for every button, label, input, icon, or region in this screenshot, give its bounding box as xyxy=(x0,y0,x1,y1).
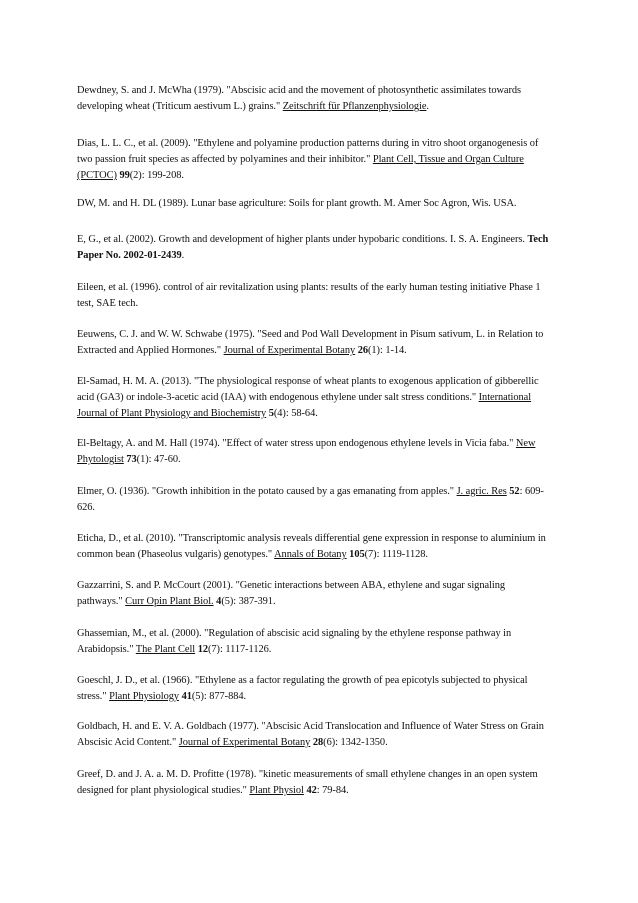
ref-details: (6): 1342-1350. xyxy=(323,737,388,748)
ref-details: (5): 877-884. xyxy=(191,691,247,702)
ref-authors: Ghassemian, M., et al. (2000). xyxy=(77,628,202,639)
reference-entry xyxy=(77,719,549,751)
ref-title: "kinetic measurements of small ethylene changes in an open system designed for plant physiological studies." xyxy=(77,769,538,796)
ref-volume: 99 xyxy=(119,170,130,181)
ref-journal: International Journal of Plant Physiology and Biochemistry xyxy=(77,392,532,419)
ref-volume: 41 xyxy=(181,691,192,702)
ref-title: Lunar base agriculture: Soils for plant growth. M. Amer Soc Agron, Wis. USA. xyxy=(191,198,517,209)
ref-volume: Tech Paper No. 2002-01-2439 xyxy=(77,234,549,261)
ref-journal: Curr Opin Plant Biol. xyxy=(125,596,214,607)
ref-title: Growth and development of higher plants under hypobaric conditions. I. S. A. Engineers. xyxy=(158,234,525,245)
ref-authors: Dias, L. L. C., et al. (2009). xyxy=(77,138,191,149)
ref-details: (1): 1-14. xyxy=(367,345,407,356)
ref-volume: 105 xyxy=(349,549,365,560)
ref-details: (4): 58-64. xyxy=(273,408,318,419)
ref-journal: The Plant Cell xyxy=(135,644,196,655)
reference-entry xyxy=(77,327,549,359)
ref-volume: 73 xyxy=(126,454,137,465)
ref-volume: 5 xyxy=(268,408,274,419)
ref-title: "Regulation of abscisic acid signaling by the ethylene response pathway in Arabidopsis." xyxy=(77,628,512,655)
ref-title: "Ethylene and polyamine production patterns during in vitro shoot organogenesis of two passion fruit species as affected by polyamines and their inhibitor." xyxy=(77,138,539,165)
reference-entry xyxy=(77,626,549,658)
ref-details: . xyxy=(181,250,185,261)
ref-volume: 52 xyxy=(509,486,520,497)
ref-title: "Genetic interactions between ABA, ethylene and sugar signaling pathways." xyxy=(77,580,505,607)
ref-authors: Dewdney, S. and J. McWha (1979). xyxy=(77,85,224,96)
ref-authors: DW, M. and H. DL (1989). xyxy=(77,198,189,209)
ref-authors: Goeschl, J. D., et al. (1966). xyxy=(77,675,193,686)
reference-entry xyxy=(77,767,549,799)
reference-entry xyxy=(77,232,549,264)
ref-authors: Eeuwens, C. J. and W. W. Schwabe (1975). xyxy=(77,329,255,340)
reference-entry xyxy=(77,374,549,422)
ref-authors: Gazzarrini, S. and P. McCourt (2001). xyxy=(77,580,233,591)
ref-title: "Effect of water stress upon endogenous ethylene levels in Vicia faba." xyxy=(222,438,514,449)
ref-journal: Plant Physiology xyxy=(109,691,180,702)
reference-entry xyxy=(77,280,549,312)
ref-details: (7): 1119-1128. xyxy=(364,549,428,560)
ref-authors: El-Beltagy, A. and M. Hall (1974). xyxy=(77,438,220,449)
ref-title: "Growth inhibition in the potato caused by a gas emanating from apples." xyxy=(151,486,454,497)
ref-details: : 609-626. xyxy=(77,486,544,513)
ref-volume: 28 xyxy=(312,737,324,748)
ref-authors: Goldbach, H. and E. V. A. Goldbach (1977). xyxy=(77,721,259,732)
ref-journal: Journal of Experimental Botany xyxy=(178,737,311,748)
ref-volume: 42 xyxy=(306,785,317,796)
ref-title: control of air revitalization using plants: results of the early human testing initiative Phase 1 test, SAE tech. xyxy=(77,282,541,309)
ref-authors: El-Samad, H. M. A. (2013). xyxy=(77,376,192,387)
ref-details: (2): 199-208. xyxy=(129,170,184,181)
ref-title: "Abscisic Acid Translocation and Influence of Water Stress on Grain Abscisic Acid Content." xyxy=(77,721,544,748)
reference-entry xyxy=(77,196,549,212)
reference-entry xyxy=(77,578,549,610)
ref-title: "Transcriptomic analysis reveals differential gene expression in response to aluminium in common bean (Phaseolus vulgaris) genotypes." xyxy=(77,533,546,560)
ref-title: "Abscisic acid and the movement of photosynthetic assimilates towards developing wheat (Triticum aestivum L.) grains." xyxy=(77,85,522,112)
ref-authors: Eticha, D., et al. (2010). xyxy=(77,533,176,544)
reference-entry xyxy=(77,436,549,468)
ref-journal: Annals of Botany xyxy=(274,549,347,560)
ref-journal: New Phytologist xyxy=(77,438,536,465)
reference-entry xyxy=(77,136,549,184)
ref-authors: Elmer, O. (1936). xyxy=(77,486,150,497)
ref-journal: J. agric. Res xyxy=(456,486,507,497)
ref-journal: Zeitschrift für Pflanzenphysiologie xyxy=(282,101,427,112)
ref-details: (1): 47-60. xyxy=(136,454,181,465)
reference-entry xyxy=(77,531,549,563)
reference-entry xyxy=(77,83,549,115)
ref-authors: Eileen, et al. (1996). xyxy=(77,282,161,293)
ref-journal: Journal of Experimental Botany xyxy=(223,345,356,356)
ref-authors: E, G., et al. (2002). xyxy=(77,234,156,245)
reference-entry xyxy=(77,673,549,705)
ref-title: "The physiological response of wheat plants to exogenous application of gibberellic acid (GA3) or indole-3-acetic acid (IAA) with endogenous ethylene under salt stress conditions." xyxy=(77,376,539,403)
ref-details: (7): 1117-1126. xyxy=(207,644,272,655)
ref-details: : 79-84. xyxy=(316,785,349,796)
ref-volume: 4 xyxy=(216,596,222,607)
ref-authors: Greef, D. and J. A. a. M. D. Profitte (1978). xyxy=(77,769,257,780)
ref-details: (5): 387-391. xyxy=(221,596,276,607)
ref-title: "Ethylene as a factor regulating the growth of pea epicotyls subjected to physical stress." xyxy=(77,675,528,702)
ref-journal: Plant Physiol xyxy=(249,785,304,796)
ref-volume: 26 xyxy=(357,345,368,356)
ref-title: "Seed and Pod Wall Development in Pisum sativum, L. in Relation to Extracted and Applied Hormones." xyxy=(77,329,544,356)
ref-journal: Plant Cell, Tissue and Organ Culture (PCTOC) xyxy=(77,154,524,181)
ref-end: . xyxy=(426,101,429,112)
ref-volume: 12 xyxy=(197,644,208,655)
reference-entry xyxy=(77,484,549,516)
